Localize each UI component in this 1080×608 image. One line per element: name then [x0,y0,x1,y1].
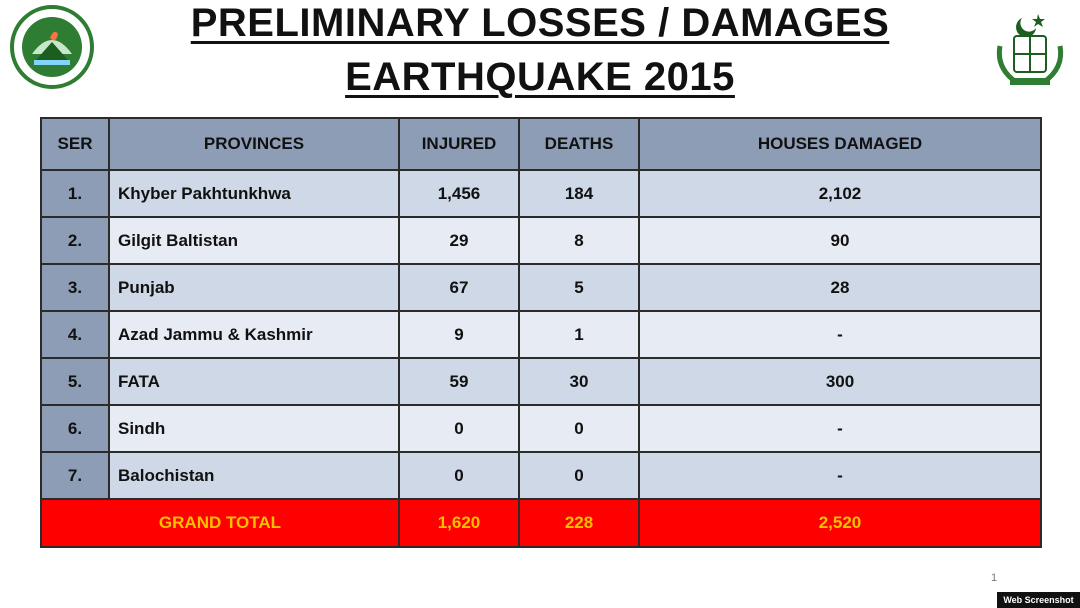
cell-injured: 59 [399,358,519,405]
grand-total-injured: 1,620 [399,499,519,547]
cell-province: Punjab [109,264,399,311]
cell-deaths: 0 [519,452,639,499]
table-row [41,452,1041,499]
table-header-row [41,118,1041,170]
title-line-2: EARTHQUAKE 2015 [345,55,735,99]
cell-ser: 6. [41,405,109,452]
cell-ser: 3. [41,264,109,311]
cell-deaths: 184 [519,170,639,217]
title-line-1: PRELIMINARY LOSSES / DAMAGES [190,1,890,45]
cell-ser: 5. [41,358,109,405]
cell-houses: 300 [639,358,1041,405]
cell-houses: 28 [639,264,1041,311]
cell-injured: 0 [399,405,519,452]
page-number: 1 [991,572,998,584]
cell-province: Sindh [109,405,399,452]
header-injured: INJURED [399,118,519,170]
cell-houses: 2,102 [639,170,1041,217]
cell-province: Balochistan [109,452,399,499]
cell-injured: 0 [399,452,519,499]
table-row [41,358,1041,405]
cell-province: FATA [109,358,399,405]
table-row [41,217,1041,264]
header-ser: SER [41,118,109,170]
web-screenshot-watermark: Web Screenshot [997,592,1080,608]
cell-deaths: 8 [519,217,639,264]
cell-injured: 67 [399,264,519,311]
header-deaths: DEATHS [519,118,639,170]
cell-ser: 4. [41,311,109,358]
cell-deaths: 1 [519,311,639,358]
cell-deaths: 5 [519,264,639,311]
table-row [41,264,1041,311]
cell-houses: - [639,452,1041,499]
header-houses-damaged: HOUSES DAMAGED [639,118,1041,170]
cell-houses: 90 [639,217,1041,264]
losses-table [40,117,1042,548]
table-row [41,405,1041,452]
cell-houses: - [639,311,1041,358]
cell-injured: 29 [399,217,519,264]
cell-ser: 7. [41,452,109,499]
cell-injured: 9 [399,311,519,358]
cell-ser: 2. [41,217,109,264]
grand-total-label: GRAND TOTAL [41,499,399,547]
cell-ser: 1. [41,170,109,217]
cell-injured: 1,456 [399,170,519,217]
cell-deaths: 30 [519,358,639,405]
grand-total-houses: 2,520 [639,499,1041,547]
table-row [41,170,1041,217]
grand-total-deaths: 228 [519,499,639,547]
cell-province: Gilgit Baltistan [109,217,399,264]
header-provinces: PROVINCES [109,118,399,170]
grand-total-row [41,499,1041,547]
cell-deaths: 0 [519,405,639,452]
cell-houses: - [639,405,1041,452]
table-row [41,311,1041,358]
cell-province: Azad Jammu & Kashmir [109,311,399,358]
cell-province: Khyber Pakhtunkhwa [109,170,399,217]
